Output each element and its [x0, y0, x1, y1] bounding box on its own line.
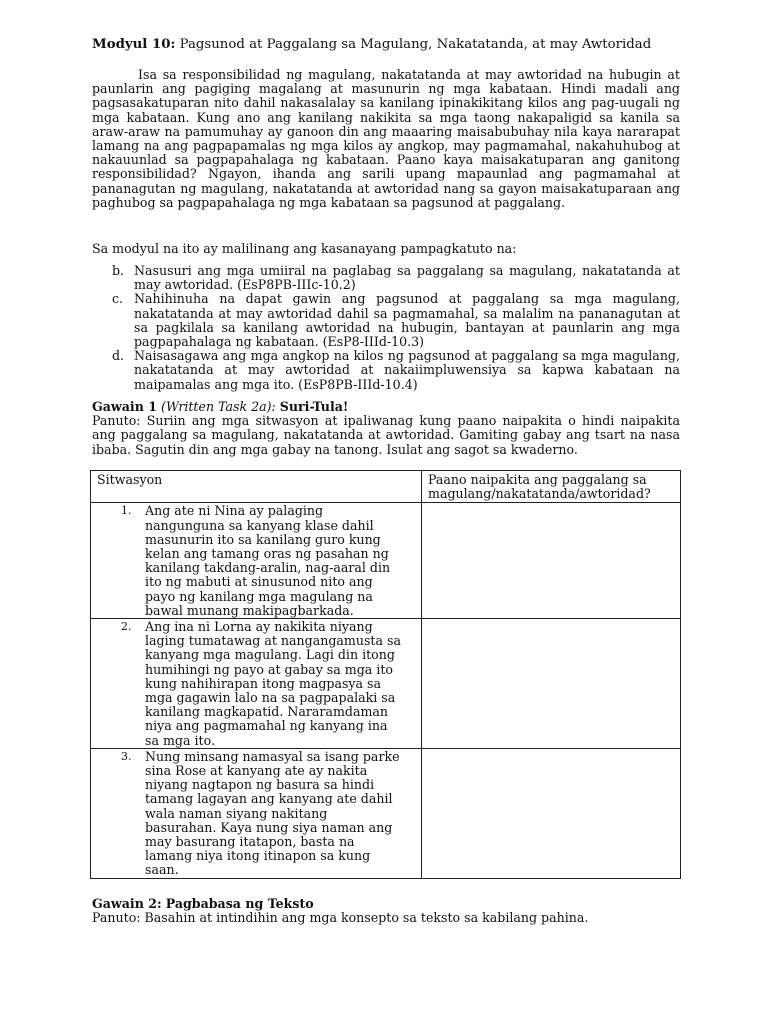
situation-text: Nung minsang namasyal sa isang parke sina Rose at kanyang ate ay nakita niyang nagtapon ng basura sa hindi tamang lagayan ang kanyang ate dahil wala naman siyang nakitang basurahan. Kaya nung siya naman ang may basurang itatapon, basta na lamang niya itong itinapon sa kung saan. — [145, 748, 400, 878]
situation-text: Ang ina ni Lorna ay nakikita niyang laging tumatawag at nangangamusta sa kanyang mga magulang. Lagi din itong humihingi ng payo at gabay sa mga ito kung nahihirapan itong magpasya sa mga gagawin lalo na sa pagpapalaki sa kanilang magkapatid. Nararamdaman niya ang pagmamahal ng kanyang ina sa mga ito. — [145, 619, 401, 748]
gawain-2-heading: Gawain 2: Pagbabasa ng Teksto — [92, 896, 314, 911]
intro-paragraph — [92, 68, 680, 210]
gawain-2-section — [92, 897, 680, 925]
gawain-1-instructions: Panuto: Suriin ang mga sitwasyon at ipaliwanag kung paano naipakita o hindi naipakita ang paggalang sa magulang, nakatatanda at awtoridad. Gamiting gabay ang tsart na nasa ibaba. Sagutin din ang mga gabay na tanong. Isulat ang sagot sa kwaderno. — [92, 413, 680, 457]
module-title — [92, 38, 651, 52]
objective-text: Nahihinuha na dapat gawin ang pagsunod at paggalang sa mga magulang, nakatatanda at may awtoridad dahil sa pagmamahal, sa malalim na pananagutan at sa pagkilala sa kanilang awtoridad na hubugin, bantayan at paunlarin ang mga pagpapahalaga ng kabataan. (EsP8-IIId-10.3) — [134, 291, 680, 350]
objective-marker: c. — [112, 291, 124, 307]
gawain-2-name: Pagbabasa ng Teksto — [165, 896, 314, 911]
situation-cell — [91, 748, 422, 878]
objective-marker: d. — [112, 348, 125, 364]
objectives-lead: Sa modyul na ito ay malilinang ang kasanayang pampagkatuto na: — [92, 241, 517, 256]
gawain-2-label: Gawain 2 — [92, 896, 158, 911]
module-title-text: Pagsunod at Paggalang sa Magulang, Nakatatanda, at may Awtoridad — [179, 37, 652, 52]
objective-marker: b. — [112, 263, 125, 278]
gawain-1-heading — [92, 400, 680, 414]
situation-table — [90, 470, 681, 879]
table-header-row — [91, 471, 681, 503]
intro-text: Isa sa responsibilidad ng magulang, nakatatanda at may awtoridad na hubugin at paunlarin ang pagiging magalang at masunurin ng mga kabataan. Hindi madali ang pagsasakatuparan nito dahil nakasalalay sa kanilang ipinakikitang kilos ang pag-uugali ng mga kabataan. Kung ano ang kanilang nakikita sa mga taong nakapaligid sa kanila sa araw-araw na pamumuhay ay ganoon din ang maaaring maisabubuhay nila kaya nararapat lamang na ang pagpapamalas ng mga kilos ay angkop, may pagmamahal, nakahuhubog at nakauunlad sa pagpapahalaga ng kabataan. Paano kaya maisakatuparan ang ganitong responsibilidad? Ngayon, ihanda ang sarili upang mapaunlad ang pagmamahal at pananagutan ng magulang, nakatatanda at awtoridad nang sa gayon maisakatuparaan ang paghubog sa pagpapahalaga ng mga kabataan sa pagsunod at paggalang. — [92, 67, 680, 210]
situation-number: 1. — [121, 504, 132, 518]
table-header-situation: Sitwasyon — [91, 471, 422, 503]
situation-cell — [91, 503, 422, 619]
table-row — [91, 503, 681, 619]
module-label: Modyul 10: — [92, 37, 176, 52]
gawain-1-section — [92, 400, 680, 457]
objective-text: Nasusuri ang mga umiiral na paglabag sa paggalang sa magulang, nakatatanda at may awtoridad. (EsP8PB-IIIc-10.2) — [134, 263, 680, 293]
table-row — [91, 619, 681, 749]
objective-item — [92, 264, 680, 292]
table-row — [91, 748, 681, 878]
answer-cell[interactable] — [422, 748, 681, 878]
situation-number: 3. — [121, 749, 132, 763]
objective-text: Naisasagawa ang mga angkop na kilos ng pagsunod at paggalang sa mga magulang, nakatatanda at may awtoridad at nakaiimpluwensiya sa kapwa kabataan na maipamalas ang mga ito. (EsP8PB-IIId-10.4) — [134, 348, 680, 392]
objectives-list — [92, 264, 680, 392]
answer-cell[interactable] — [422, 503, 681, 619]
gawain-1-label: Gawain 1 — [92, 399, 158, 414]
situation-number: 2. — [121, 620, 132, 634]
gawain-1-subtitle: (Written Task 2a): — [161, 399, 276, 414]
gawain-1-name: Suri-Tula! — [279, 399, 349, 414]
situation-text: Ang ate ni Nina ay palaging nangunguna sa kanyang klase dahil masunurin ito sa kanilang guro kung kelan ang tamang oras ng pasahan ng kanilang takdang-aralin, nag-aaral din ito ng mabuti at sinusunod nito ang payo ng kanilang mga magulang na bawal munang makipagbarkada. — [145, 503, 391, 618]
table-header-answer: Paano naipakita ang paggalang sa magulang/nakatatanda/awtoridad? — [422, 471, 681, 503]
situation-cell — [91, 619, 422, 749]
objective-item — [92, 292, 680, 349]
answer-cell[interactable] — [422, 619, 681, 749]
gawain-2-instructions: Panuto: Basahin at intindihin ang mga konsepto sa teksto sa kabilang pahina. — [92, 910, 589, 926]
objective-item — [92, 349, 680, 392]
